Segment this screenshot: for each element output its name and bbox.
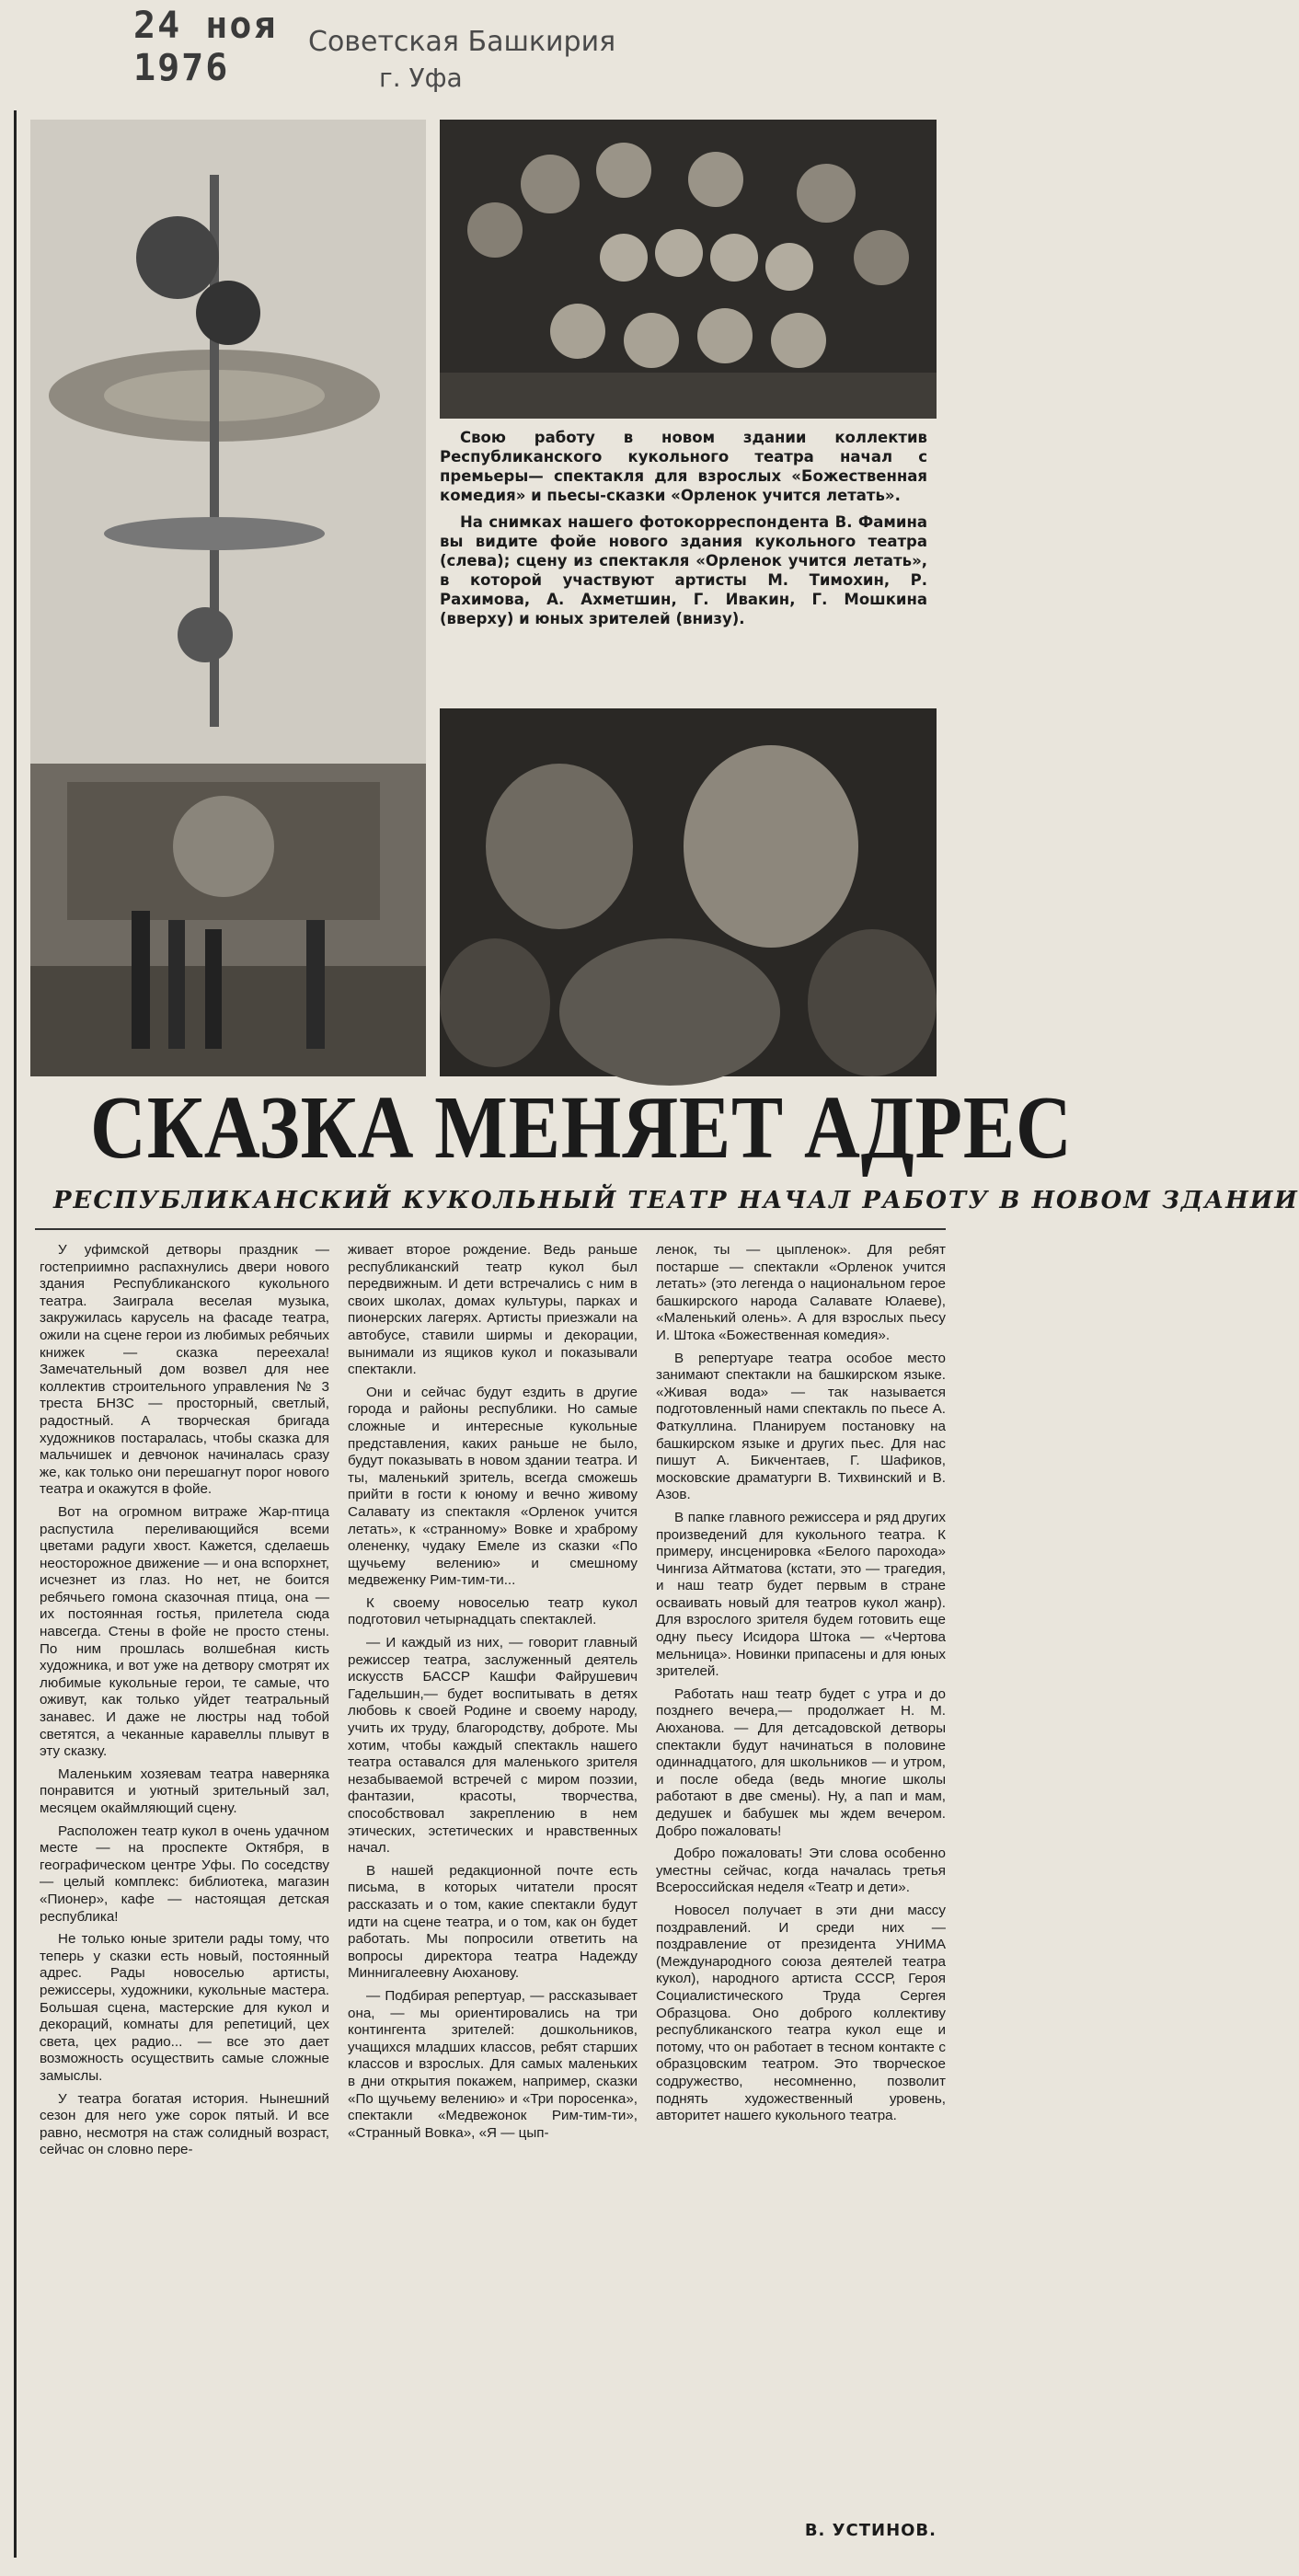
article-paragraph: живает второе рождение. Ведь раньше республиканский театр кукол был передвижным. И дети встречались с ним в своих школах, домах культуры, парках и пионерских лагерях. Артисты приезжали на автобусе, ставили ширмы и декорации, вынимали из ящиков кукол и показывали спектакли. — [348, 1242, 638, 1378]
article-paragraph: У уфимской детворы праздник — гостеприимно распахнулись двери нового здания Республиканского кукольного театра. Заиграла веселая музыка, закружилась карусель на фасаде театра, ожили на сцене герои из любимых ребячьих книжек — сказка переехала! Замечательный дом возвел для нее коллектив строительного управления № 3 треста БНЗС — просторный, светлый, радостный. А творческая бригада художников постаралась, чтобы сказка для мальчишек и девчонок начиналась сразу же, как только они перешагнут порог нового театра и окажутся в фойе. — [40, 1242, 329, 1498]
article-paragraph: Маленьким хозяевам театра наверняка понравится и уютный зрительный зал, месяцем окаймляющий сцену. — [40, 1765, 329, 1816]
article-paragraph: Они и сейчас будут ездить в другие города и районы республики. Но самые сложные и интересные кукольные представления, каких раньше не было, будут показывать в новом здании театра. И ты, маленький зритель, всегда сможешь прийти в гости к юному и вечно живому Салавату из спектакля «Орленок учится летать», к «странному» Вовке и храброму олененку, чудаку Емеле из сказки «По щучьему велению» и смешному медвеженку Рим-тим-ти... — [348, 1384, 638, 1589]
article-paragraph: В репертуаре театра особое место занимают спектакли на башкирском языке. «Живая вода» — так называется подготовленный нами спектакль по пьесе А. Фаткуллина. Планируем постановку на башкирском языке и других пьес. Для нас пишут А. Бикчентаев, Г. Шафиков, московские драматурги В. Тихвинский и В. Азов. — [656, 1350, 946, 1503]
newspaper-page — [14, 110, 1299, 2558]
article-column-2 — [348, 1242, 638, 2502]
article-paragraph: Добро пожаловать! Эти слова особенно уместны сейчас, когда началась третья Всероссийская неделя «Театр и дети». — [656, 1846, 946, 1896]
article-paragraph: Расположен театр кукол в очень удачном месте — на проспекте Октября, в географическом центре Уфы. По соседству — целый комплекс: библиотека, магазин «Пионер», кафе — настоящая детская республика! — [40, 1823, 329, 1925]
article-column-1 — [40, 1242, 329, 2502]
article-paragraph: Не только юные зрители рады тому, что теперь у сказки есть новый, постоянный адрес. Рады новоселью артисты, режиссеры, художники, кукольные мастера. Большая сцена, мастерские для кукол и декораций, комнаты для репетиций, цех света, цех радио... — все это дает возможность осуществить самые сложные замыслы. — [40, 1931, 329, 2084]
article-column-3 — [656, 1242, 946, 2502]
article-paragraph: Вот на огромном витраже Жар-птица распустила переливающийся всеми цветами радуги хвост. Кажется, сделаешь неосторожное движение — и она вспорхнет, исчезнет из глаз. Но нет, не боится ребячьего гомона сказочная птица, она — их постоянная гостья, прилетела сюда навсегда. Стены в фойе не просто стены. По ним прошлась волшебная кисть художника, и вот уже на детвору смотрят их любимые кукольные герои, те самые, что оживут, как только уйдет театральный занавес. И даже не люстры над тобой светятся, а чеканные каравеллы плывут в эту сказку. — [40, 1503, 329, 1760]
article-paragraph: Новосел получает в эти дни массу поздравлений. И среди них — поздравление от президента УНИМА (Международного союза деятелей театра кукол), народного артиста СССР, Героя Социалистического Труда Сергея Образцова. Оно доброго коллективу республиканского театра кукол еще и потому, что он работает в тесном контакте с образцовским театром. Это творческое содружество, несомненно, позволит поднять художественный уровень, авторитет нашего кукольного театра. — [656, 1902, 946, 2124]
young-spectators-photo — [440, 708, 937, 1076]
stamp-city: г. Уфа — [379, 63, 463, 93]
article-paragraph: У театра богатая история. Нынешний сезон для него уже сорок пятый. И все равно, несмотря на стаж солидный возраст, сейчас он словно пере- — [40, 2090, 329, 2158]
headline: СКАЗКА МЕНЯЕТ АДРЕС — [90, 1078, 1073, 1178]
subheadline: РЕСПУБЛИКАНСКИЙ КУКОЛЬНЫЙ ТЕАТР НАЧАЛ РАБОТУ В НОВОМ ЗДАНИИ — [53, 1187, 1299, 1214]
article-paragraph: В папке главного режиссера и ряд других произведений для кукольного театра. К примеру, инсценировка «Белого парохода» Чингиза Айтматова (кстати, это — трагедия, и наш театр будет первым в стране осваивать новый для театров кукол жанр). Для взрослого зрителя будем готовить еще одну пьесу Исидора Штока — «Чертова мельница». Новинки припасены и для юных зрителей. — [656, 1509, 946, 1680]
article-body — [40, 1242, 946, 2502]
stamp-newspaper: Советская Башкирия — [308, 26, 616, 58]
caption-paragraph: Свою работу в новом здании коллектив Республиканского кукольного театра начал с премьеры— спектакля для взрослых «Божественная комедия» и пьесы-сказки «Орленок учится летать». — [440, 429, 927, 504]
article-paragraph: В нашей редакционной почте есть письма, в которых читатели просят рассказать и о том, какие спектакли будут идти на сцене театра, и о том, как он будет работать. Мы попросили ответить на вопросы директора театра Надежду Миннигалеевну Аюханову. — [348, 1862, 638, 1982]
author-signature: В. УСТИНОВ. — [804, 2521, 937, 2540]
caption-paragraph: На снимках нашего фотокорреспондента В. Фамина вы видите фойе нового здания кукольного театра (слева); сцену из спектакля «Орленок учится летать», в которой участвуют артисты М. Тимохин, Р. Рахимова, А. Ахметшин, Г. Ивакин, Г. Мошкина (вверху) и юных зрителей (внизу). — [440, 513, 927, 627]
stamp-date: 24 ноя 1976 — [133, 5, 278, 89]
article-paragraph: — Подбирая репертуар, — рассказывает она, — мы ориентировались на три контингента зрителей: дошкольников, учащихся младших классов, ребят старших классов и взрослых. Для самых маленьких в дни открытия покажем, например, сказки «По щучьему велению» и «Три поросенка», спектакли «Медвежонок Рим-тим-ти», «Странный Вовка», «Я — цып- — [348, 1987, 638, 2141]
article-paragraph: ленок, ты — цыпленок». Для ребят постарше — спектакли «Орленок учится летать» (это легенда о национальном герое башкирского народа Салавате Юлаеве), «Маленький олень». А для взрослых пьесу И. Штока «Божественная комедия». — [656, 1242, 946, 1343]
article-paragraph: Работать наш театр будет с утра и до позднего вечера,— продолжает Н. М. Аюханова. — Для детсадовской детворы спектакли будут начинаться в половине одиннадцатого, для школьников — и утром, и после обеда (ведь многие школы работают в две смены). Ну, а пап и мам, дедушек и бабушек мы ждем вечером. Добро пожаловать! — [656, 1685, 946, 1839]
article-paragraph: К своему новоселью театр кукол подготовил четырнадцать спектаклей. — [348, 1594, 638, 1628]
foyer-photo — [30, 120, 426, 1076]
photo-caption — [440, 428, 927, 636]
archive-stamp — [92, 0, 616, 110]
actors-with-puppets-photo — [440, 120, 937, 419]
article-paragraph: — И каждый из них, — говорит главный режиссер театра, заслуженный деятель искусств БАССР Кашфи Файрушевич Гадельшин,— будет воспитывать в детях любовь к своей Родине и своему народу, учить их труду, благородству, доброте. Мы хотим, чтобы каждый спектакль нашего театра оставался для маленького зрителя незабываемой встречей с миром поэзии, фантазии, красоты, творчества, способствовал закреплению в нем этических, эстетических и нравственных начал. — [348, 1635, 638, 1857]
divider — [35, 1228, 946, 1230]
